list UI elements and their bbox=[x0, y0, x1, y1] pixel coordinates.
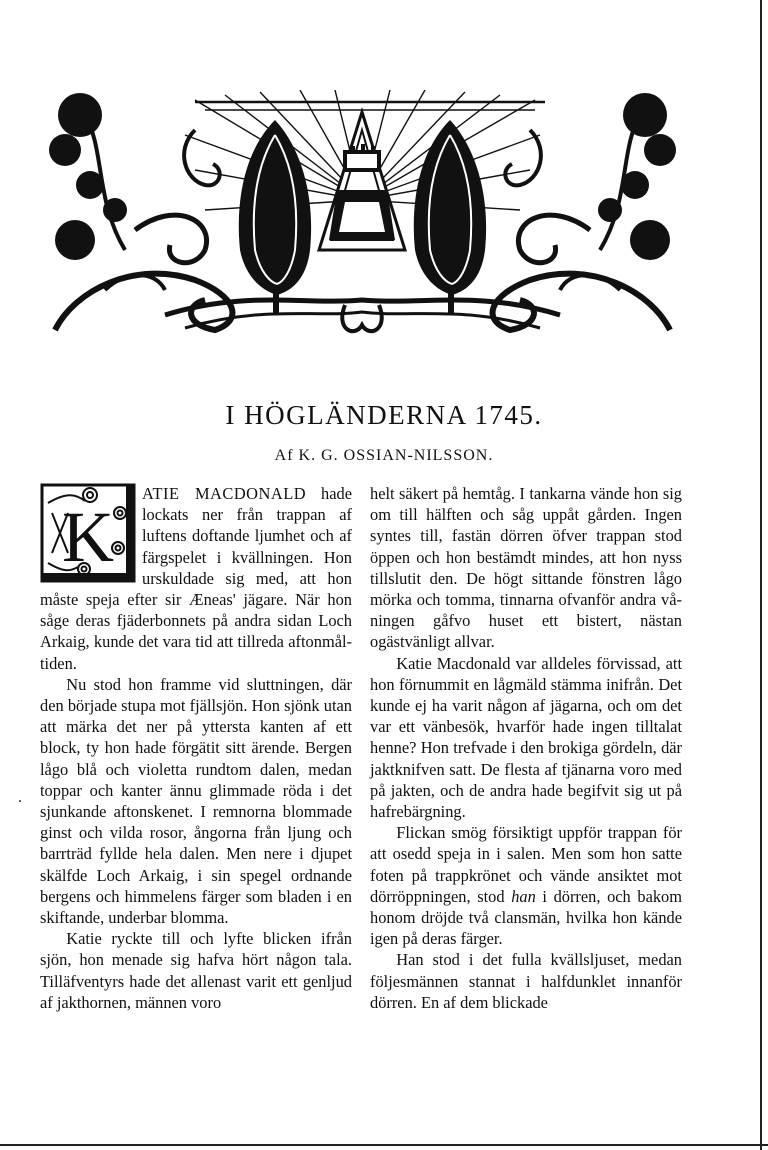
paragraph-continued: helt säkert på hemtåg. I tankarna vände hon sig om till hälften och såg uppåt gården. Ingen syntes till, fastän dörren öfver trappan stod öppen och hon bestämdt mindes, att hon nyss tillslutit den. De högt sittande fönstren lågo mörka och tomma, tinnarna ofvanför andra våningen gåfvo huset ett bistert, nästan ogästvänligt allvar. bbox=[370, 484, 682, 652]
article-title: I HÖGLÄNDERNA 1745. bbox=[225, 400, 543, 430]
headpiece-ornament bbox=[45, 90, 680, 340]
stray-mark: . bbox=[18, 789, 22, 806]
italic-han: han bbox=[511, 886, 536, 906]
paragraph-2: Nu stod hon framme vid sluttningen, där den började stupa mot fjällsjön. Hon sjönk utan att märka det ner på yttersta kanten af ett block, ty hon hade förgätit sitt ärende. Bergen lågo blå och violetta rundtom dalen, medan toppar och kanter ännu glimmade röda i det sjunkande aftonskenet. I remnorna blommade ginst och vilda rosor, ångorna från ljung och barrträd fyllde hela dalen. Men nere i djupet skälfde Loch Arkaig, i sin spegel ordnande bergens och himmelens färger som bladen i en skiftande, underbar blomma. bbox=[40, 674, 352, 928]
paragraph-6: Han stod i det fulla kvällsljuset, medan följesmännen stannat i halfdunklet innanför dörren. En af dem blickade bbox=[370, 950, 682, 1012]
article-byline: Af K. G. OSSIAN-NILSSON. bbox=[274, 447, 494, 464]
dropcap-ornament bbox=[40, 483, 136, 583]
first-words: ATIE MACDONALD bbox=[142, 484, 307, 503]
right-column bbox=[370, 483, 682, 1013]
paragraph-5: Flickan smög försiktigt uppför trappan för att osedd speja in i salen. Men som hon satte foten på trappkrönet och vände ansiktet mot dörröppningen, stod han i dörren, och bakom honom dröjde två clansmän, hvilka hon kände igen på deras färger. bbox=[370, 823, 682, 949]
page-edge-bottom bbox=[0, 1144, 768, 1146]
dropcap-letter: K bbox=[62, 497, 114, 577]
paragraph-3: Katie ryckte till och lyfte blicken ifrån sjön, hon menade sig hafva hört någon tala. Tilläfventyrs hade det allenast varit ett genljud af jakthornen, männen voro bbox=[40, 929, 352, 1012]
left-column bbox=[40, 483, 352, 1013]
paragraph-1: K ATIE MACDONALD hade lockats ner från trappan af luftens doftande ljumhet och af färgspelet i kvällningen. Hon urskuldade sig med, att hon måste speja efter sir Æneas' jägare. När hon såge deras fjäderbonnets på andra sidan Loch Arkaig, kunde det vara tid att tillreda aftonmåltiden. bbox=[40, 484, 352, 673]
page-edge-right bbox=[760, 0, 762, 1150]
paragraph-4: Katie Macdonald var alldeles förvissad, att hon förnummit en lågmäld stämma inifrån. Det kunde ej ha varit någon af jägarna, och om det var ett vänbesök, hvarför hade ingen tilltalat henne? Hon trefvade i den brokiga gördeln, där jaktknifven satt. De flesta af tjänarna voro med på jakten, och de andra hade begifvit sig ut på hafrebärgning. bbox=[370, 653, 682, 822]
